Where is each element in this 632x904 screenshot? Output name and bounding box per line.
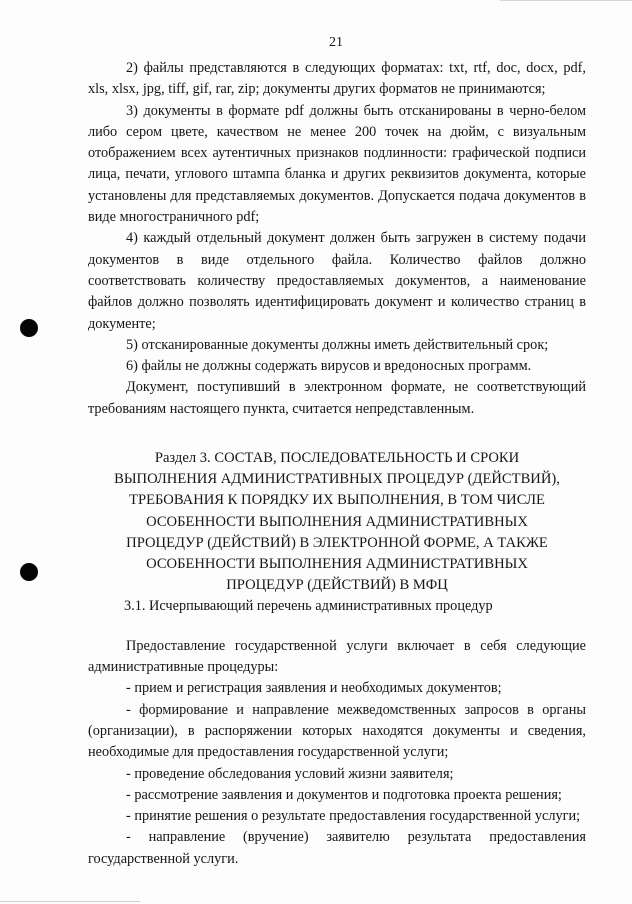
paragraph: 6) файлы не должны содержать вирусов и вредоносных программ.: [126, 358, 532, 375]
list-item: - прием и регистрация заявления и необходимых документов;: [126, 680, 502, 697]
subsection-title: 3.1. Исчерпывающий перечень административных процедур: [124, 598, 493, 615]
punch-hole-icon: [20, 563, 38, 581]
spacer: [88, 618, 586, 636]
list-item: - рассмотрение заявления и документов и подготовка проекта решения;: [126, 786, 562, 803]
punch-hole-icon: [20, 319, 38, 337]
paragraph: 5) отсканированные документы должны иметь действительный срок;: [126, 336, 549, 353]
paragraph: Документ, поступивший в электронном формате, не соответствующий требованиям настоящего пункта, считается непредставленным.: [88, 379, 586, 417]
list-item: - принятие решения о результате предоставления государственной услуги;: [126, 808, 581, 825]
page-content: [88, 58, 586, 870]
paragraph: Предоставление государственной услуги включает в себя следующие административные процедуры:: [88, 637, 586, 676]
paragraph: 4) каждый отдельный документ должен быть загружен в систему подачи документов в виде отдельного файла. Количество файлов должно соответствовать количеству предоставляемых документов, а наименование файлов должно позволять идентифицировать документ и количество страниц в документе;: [88, 230, 586, 332]
scan-edge-line: [0, 901, 140, 902]
paragraph: 3) документы в формате pdf должны быть отсканированы в черно-белом либо сером цвете, качеством не менее 200 точек на дюйм, с визуальным отображением всех аутентичных признаков подлинности: графической подписи лица, печати, углового штампа бланка и других реквизитов документа, которые установлены для представляемых документов. Допускается подача документов в виде многостраничного pdf;: [88, 102, 586, 226]
section-heading: Раздел 3. СОСТАВ, ПОСЛЕДОВАТЕЛЬНОСТЬ И СРОКИ ВЫПОЛНЕНИЯ АДМИНИСТРАТИВНЫХ ПРОЦЕДУР (ДЕЙСТВИЙ), ТРЕБОВАНИЯ К ПОРЯДКУ ИХ ВЫПОЛНЕНИЯ, В ТОМ ЧИСЛЕ ОСОБЕННОСТИ ВЫПОЛНЕНИЯ АДМИНИСТРАТИВНЫХ ПРОЦЕДУР (ДЕЙСТВИЙ) В ЭЛЕКТРОННОЙ ФОРМЕ, А ТАКЖЕ ОСОБЕННОСТИ ВЫПОЛНЕНИЯ АДМИНИСТРАТИВНЫХ ПРОЦЕДУР (ДЕЙСТВИЙ) В МФЦ: [114, 450, 560, 594]
scan-edge-line: [500, 0, 632, 1]
page-number: 21: [329, 35, 343, 50]
list-item: - формирование и направление межведомственных запросов в органы (организации), в распоряжении которых находятся документы и сведения, необходимые для предоставления государственной услуги;: [88, 701, 586, 761]
list-item: - направление (вручение) заявителю результата предоставления государственной услуги.: [88, 829, 586, 867]
list-item: - проведение обследования условий жизни заявителя;: [126, 765, 454, 782]
paragraph: 2) файлы представляются в следующих форматах: txt, rtf, doc, docx, pdf, xls, xlsx, jpg, tiff, gif, rar, zip; документы других форматов не принимаются;: [88, 60, 586, 98]
